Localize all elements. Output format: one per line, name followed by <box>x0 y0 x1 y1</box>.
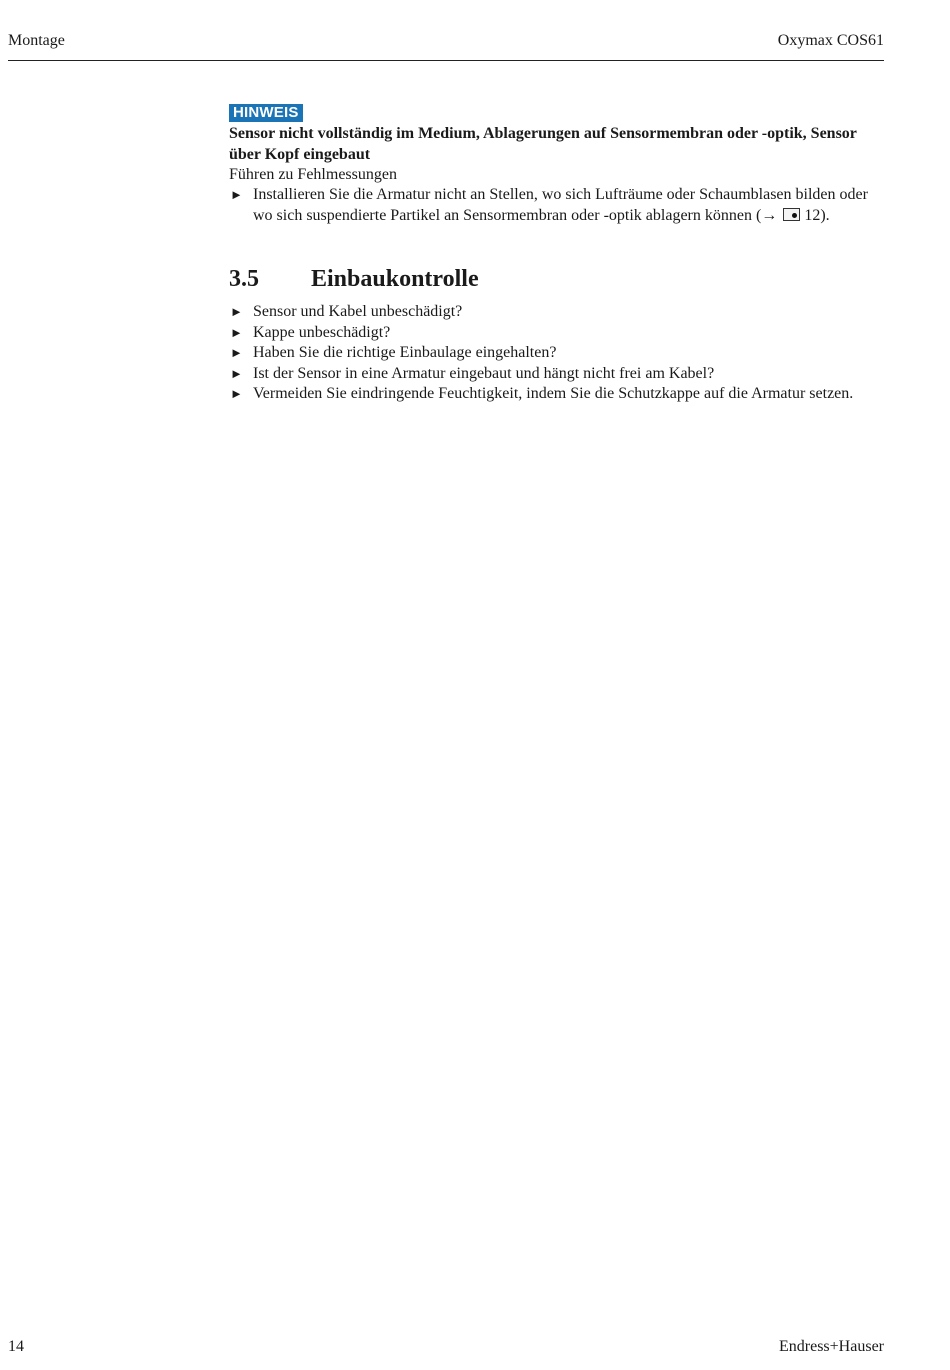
arrow-right-icon: ► <box>230 365 243 381</box>
page-reference-icon <box>783 208 800 221</box>
header-product: Oxymax COS61 <box>777 32 884 49</box>
notice-badge: HINWEIS <box>229 104 303 122</box>
section-heading <box>229 264 885 294</box>
notice-bullet-text: Installieren Sie die Armatur nicht an Stellen, wo sich Lufträume oder Schaumblasen bilden oder wo sich suspendierte Partikel an Sensormembran oder -optik ablagern können (→ <box>253 186 868 224</box>
arrow-right-icon: ► <box>230 386 243 401</box>
page-number: 14 <box>8 1338 24 1355</box>
checklist-item <box>229 343 885 364</box>
page-footer <box>8 1338 884 1362</box>
notice-bullet-list <box>229 185 885 226</box>
header-chapter: Montage <box>8 32 65 49</box>
section-title: Einbaukontrolle <box>311 266 479 292</box>
notice-subtitle: Führen zu Fehlmessungen <box>229 166 397 183</box>
checklist-item-text: Ist der Sensor in eine Armatur eingebaut und hängt nicht frei am Kabel? <box>253 364 715 382</box>
page-header <box>8 30 884 61</box>
checklist-item-text: Kappe unbeschädigt? <box>253 323 391 341</box>
brand-name: Endress+Hauser <box>779 1338 884 1355</box>
checklist-item <box>229 302 885 323</box>
notice-block <box>229 104 885 226</box>
section-number: 3.5 <box>229 266 259 292</box>
arrow-right-icon: ► <box>230 187 243 202</box>
arrow-right-icon: ► <box>230 324 243 340</box>
notice-bullet-ref: 12). <box>804 206 830 224</box>
checklist-item <box>229 323 885 344</box>
page-content <box>229 104 885 405</box>
checklist <box>229 302 885 405</box>
notice-bullet <box>229 185 885 226</box>
checklist-item-text: Haben Sie die richtige Einbaulage eingehalten? <box>253 344 557 361</box>
arrow-right-icon: ► <box>230 304 243 319</box>
checklist-item <box>229 364 885 385</box>
checklist-item-text: Sensor und Kabel unbeschädigt? <box>253 303 463 320</box>
checklist-item-text: Vermeiden Sie eindringende Feuchtigkeit, indem Sie die Schutzkappe auf die Armatur setzen. <box>253 385 854 402</box>
notice-title: Sensor nicht vollständig im Medium, Ablagerungen auf Sensormembran oder -optik, Sensor über Kopf eingebaut <box>229 125 857 163</box>
arrow-right-icon: ► <box>230 345 243 360</box>
checklist-item <box>229 384 885 405</box>
